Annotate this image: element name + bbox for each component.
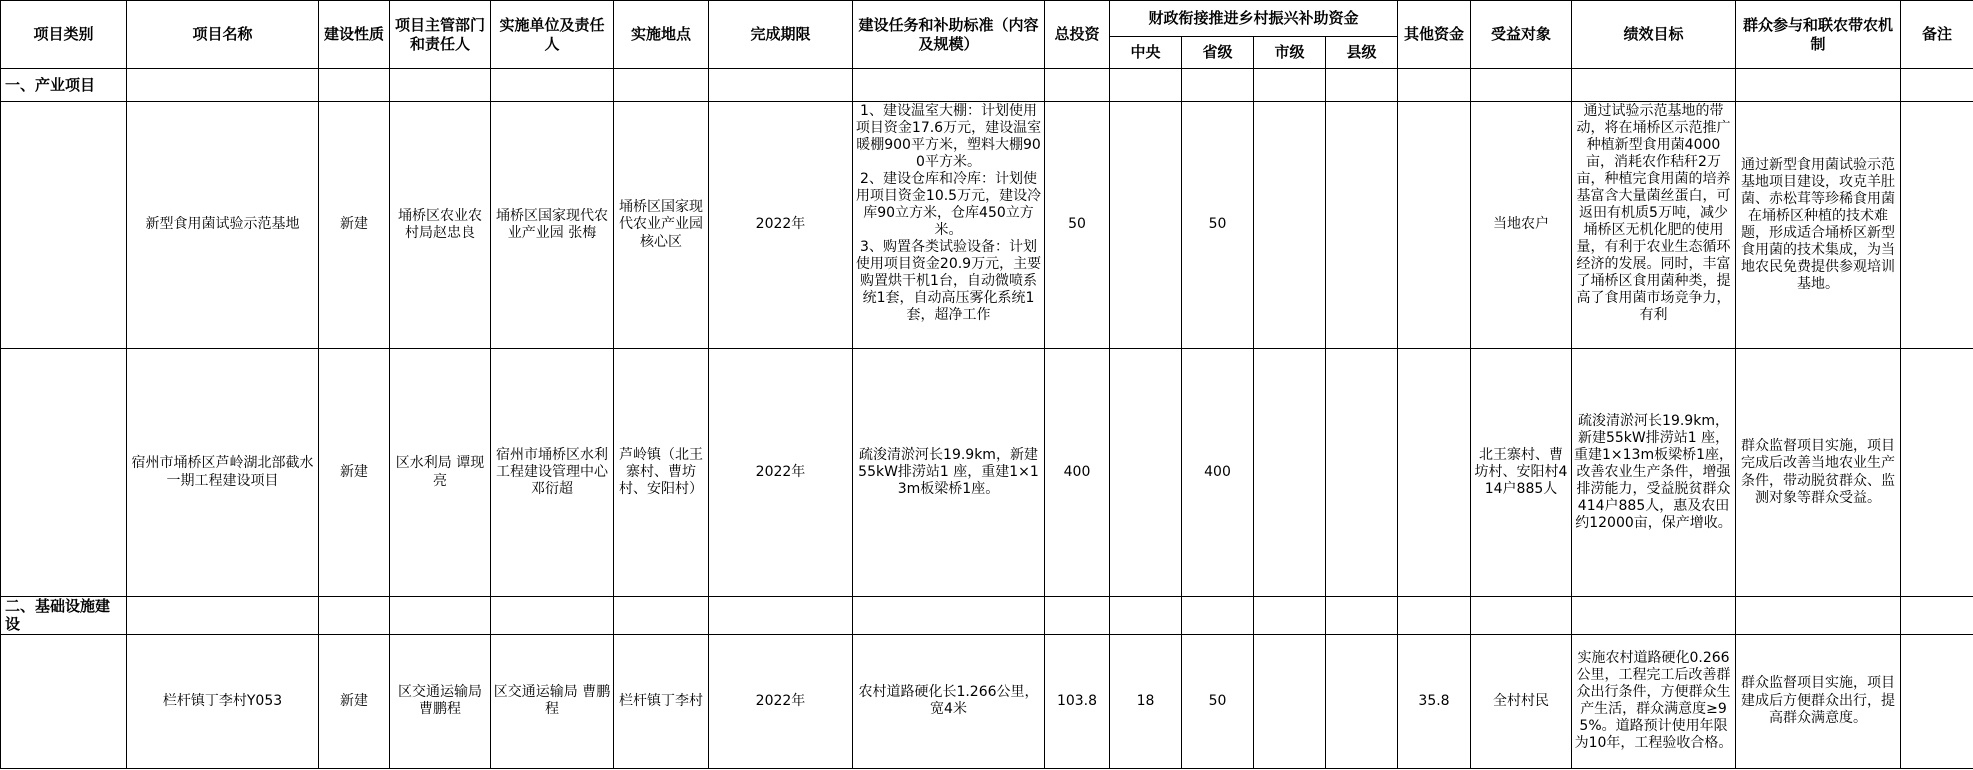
cell-city: [1254, 102, 1326, 349]
cell-county: [1326, 349, 1398, 597]
empty-cell: [614, 69, 709, 102]
cell-remark: [1901, 349, 1973, 597]
cell-mechanism: 通过新型食用菌试验示范基地项目建设，攻克羊肚菌、赤松茸等珍稀食用菌在埇桥区种植的技术难题，形成适合埇桥区新型食用菌的技术集成，为当地农民免费提供参观培训基地。: [1736, 102, 1901, 349]
header-location: 实施地点: [614, 1, 709, 69]
empty-cell: [491, 69, 614, 102]
header-remark: 备注: [1901, 1, 1973, 69]
cell-remark: [1901, 102, 1973, 349]
empty-cell: [614, 597, 709, 635]
header-row-1: [1, 1, 1973, 37]
cell-nature: 新建: [319, 102, 390, 349]
header-provincial: 省级: [1182, 37, 1254, 69]
table-row: [1, 102, 1973, 349]
cell-total: 400: [1045, 349, 1110, 597]
header-goal: 绩效目标: [1572, 1, 1736, 69]
empty-cell: [390, 597, 491, 635]
cell-deadline: 2022年: [709, 349, 853, 597]
cell-dept: 区交通运输局曹鹏程: [390, 634, 491, 768]
empty-cell: [1326, 69, 1398, 102]
cell-goal-wrap: [1572, 102, 1736, 349]
empty-cell: [127, 597, 319, 635]
cell-category: [1, 349, 127, 597]
header-task: 建设任务和补助标准（内容及规模）: [853, 1, 1045, 69]
cell-location: 栏杆镇丁李村: [614, 634, 709, 768]
empty-cell: [1736, 69, 1901, 102]
cell-other: [1398, 349, 1471, 597]
cell-mechanism: 群众监督项目实施，项目建成后方便群众出行，提高群众满意度。: [1736, 634, 1901, 768]
cell-task: 1、建设温室大棚：计划使用项目资金17.6万元，建设温室暖棚900平方米，塑料大棚900平方米。 2、建设仓库和冷库：计划使用项目资金10.5万元，建设冷库90立方米，仓库450立方米。 3、购置各类试验设备：计划使用项目资金20.9万元，主要购置烘干机1台，自动微喷系统1套，自动高压雾化系统1套，超净工作: [855, 102, 1042, 324]
cell-central: 18: [1110, 634, 1182, 768]
empty-cell: [1110, 597, 1182, 635]
empty-cell: [709, 597, 853, 635]
empty-cell: [127, 69, 319, 102]
empty-cell: [1471, 69, 1572, 102]
empty-cell: [491, 597, 614, 635]
empty-cell: [319, 597, 390, 635]
cell-goal: 通过试验示范基地的带动，将在埇桥区示范推广种植新型食用菌4000亩，消耗农作秸秆2万亩，种植完食用菌的培养基富含大量菌丝蛋白，可返田有机质5万吨，减少埇桥区无机化肥的使用量，有利于农业生态循环经济的发展。同时，丰富了埇桥区食用菌种类，提高了食用菌市场竞争力，有利: [1576, 102, 1731, 324]
cell-other: 35.8: [1398, 634, 1471, 768]
header-category: 项目类别: [1, 1, 127, 69]
empty-cell: [1045, 69, 1110, 102]
empty-cell: [1471, 597, 1572, 635]
cell-total: 50: [1045, 102, 1110, 349]
cell-location: 埇桥区国家现代农业产业园核心区: [614, 102, 709, 349]
header-central: 中央: [1110, 37, 1182, 69]
cell-beneficiary: 全村村民: [1471, 634, 1572, 768]
empty-cell: [1572, 69, 1736, 102]
header-name: 项目名称: [127, 1, 319, 69]
empty-cell: [1398, 69, 1471, 102]
header-other: 其他资金: [1398, 1, 1471, 69]
section-row-infrastructure: [1, 597, 1973, 635]
cell-goal: 实施农村道路硬化0.266公里，工程完工后改善群众出行条件，方便群众生产生活，群众满意度≥95%。道路预计使用年限为10年，工程验收合格。: [1574, 649, 1733, 752]
header-county: 县级: [1326, 37, 1398, 69]
empty-cell: [319, 69, 390, 102]
empty-cell: [1182, 69, 1254, 102]
cell-dept: 区水利局 谭现亮: [390, 349, 491, 597]
header-deadline: 完成期限: [709, 1, 853, 69]
empty-cell: [1045, 597, 1110, 635]
empty-cell: [1254, 69, 1326, 102]
cell-provincial: 400: [1182, 349, 1254, 597]
cell-other: [1398, 102, 1471, 349]
header-unit: 实施单位及责任人: [491, 1, 614, 69]
empty-cell: [1398, 597, 1471, 635]
empty-cell: [1182, 597, 1254, 635]
section-label: 二、基础设施建设: [1, 597, 127, 635]
cell-category: [1, 102, 127, 349]
cell-beneficiary: 当地农户: [1471, 102, 1572, 349]
table-row: [1, 634, 1973, 768]
cell-county: [1326, 634, 1398, 768]
cell-remark: [1901, 634, 1973, 768]
header-fund-group: 财政衔接推进乡村振兴补助资金: [1110, 1, 1398, 37]
cell-goal: 疏浚清淤河长19.9km，新建55kW排涝站1 座，重建1×13m板梁桥1座，改善农业生产条件，增强排涝能力，受益脱贫群众414户885人，惠及农田约12000亩，保产增收。: [1572, 349, 1736, 597]
cell-central: [1110, 349, 1182, 597]
cell-task: 疏浚清淤河长19.9km，新建55kW排涝站1 座，重建1×13m板梁桥1座。: [853, 349, 1045, 597]
header-mechanism: 群众参与和联农带农机制: [1736, 1, 1901, 69]
cell-total: 103.8: [1045, 634, 1110, 768]
empty-cell: [853, 597, 1045, 635]
empty-cell: [1254, 597, 1326, 635]
cell-unit: 埇桥区国家现代农业产业园 张梅: [491, 102, 614, 349]
header-city: 市级: [1254, 37, 1326, 69]
header-nature: 建设性质: [319, 1, 390, 69]
cell-unit: 区交通运输局 曹鹏程: [491, 634, 614, 768]
section-row-industry: [1, 69, 1973, 102]
cell-task-wrap: [853, 102, 1045, 349]
cell-location: 芦岭镇（北王寨村、曹坊村、安阳村）: [614, 349, 709, 597]
cell-name: 宿州市埇桥区芦岭湖北部截水一期工程建设项目: [127, 349, 319, 597]
cell-unit: 宿州市埇桥区水利工程建设管理中心 邓衍超: [491, 349, 614, 597]
cell-goal-wrap: [1572, 634, 1736, 768]
cell-dept: 埇桥区农业农村局赵忠良: [390, 102, 491, 349]
section-label: 一、产业项目: [1, 69, 127, 102]
empty-cell: [709, 69, 853, 102]
empty-cell: [1572, 597, 1736, 635]
empty-cell: [1901, 69, 1973, 102]
cell-county: [1326, 102, 1398, 349]
empty-cell: [1736, 597, 1901, 635]
header-beneficiary: 受益对象: [1471, 1, 1572, 69]
empty-cell: [390, 69, 491, 102]
cell-beneficiary: 北王寨村、曹坊村、安阳村414户885人: [1471, 349, 1572, 597]
empty-cell: [1110, 69, 1182, 102]
header-dept: 项目主管部门和责任人: [390, 1, 491, 69]
cell-name: 栏杆镇丁李村Y053: [127, 634, 319, 768]
cell-central: [1110, 102, 1182, 349]
empty-cell: [1901, 597, 1973, 635]
cell-deadline: 2022年: [709, 102, 853, 349]
table-row: [1, 349, 1973, 597]
cell-nature: 新建: [319, 349, 390, 597]
cell-deadline: 2022年: [709, 634, 853, 768]
empty-cell: [853, 69, 1045, 102]
cell-mechanism: 群众监督项目实施，项目完成后改善当地农业生产条件，带动脱贫群众、监测对象等群众受益。: [1736, 349, 1901, 597]
cell-category: [1, 634, 127, 768]
cell-city: [1254, 349, 1326, 597]
cell-nature: 新建: [319, 634, 390, 768]
cell-task: 农村道路硬化长1.266公里，宽4米: [853, 634, 1045, 768]
cell-provincial: 50: [1182, 634, 1254, 768]
cell-provincial: 50: [1182, 102, 1254, 349]
cell-name: 新型食用菌试验示范基地: [127, 102, 319, 349]
header-total: 总投资: [1045, 1, 1110, 69]
empty-cell: [1326, 597, 1398, 635]
cell-city: [1254, 634, 1326, 768]
